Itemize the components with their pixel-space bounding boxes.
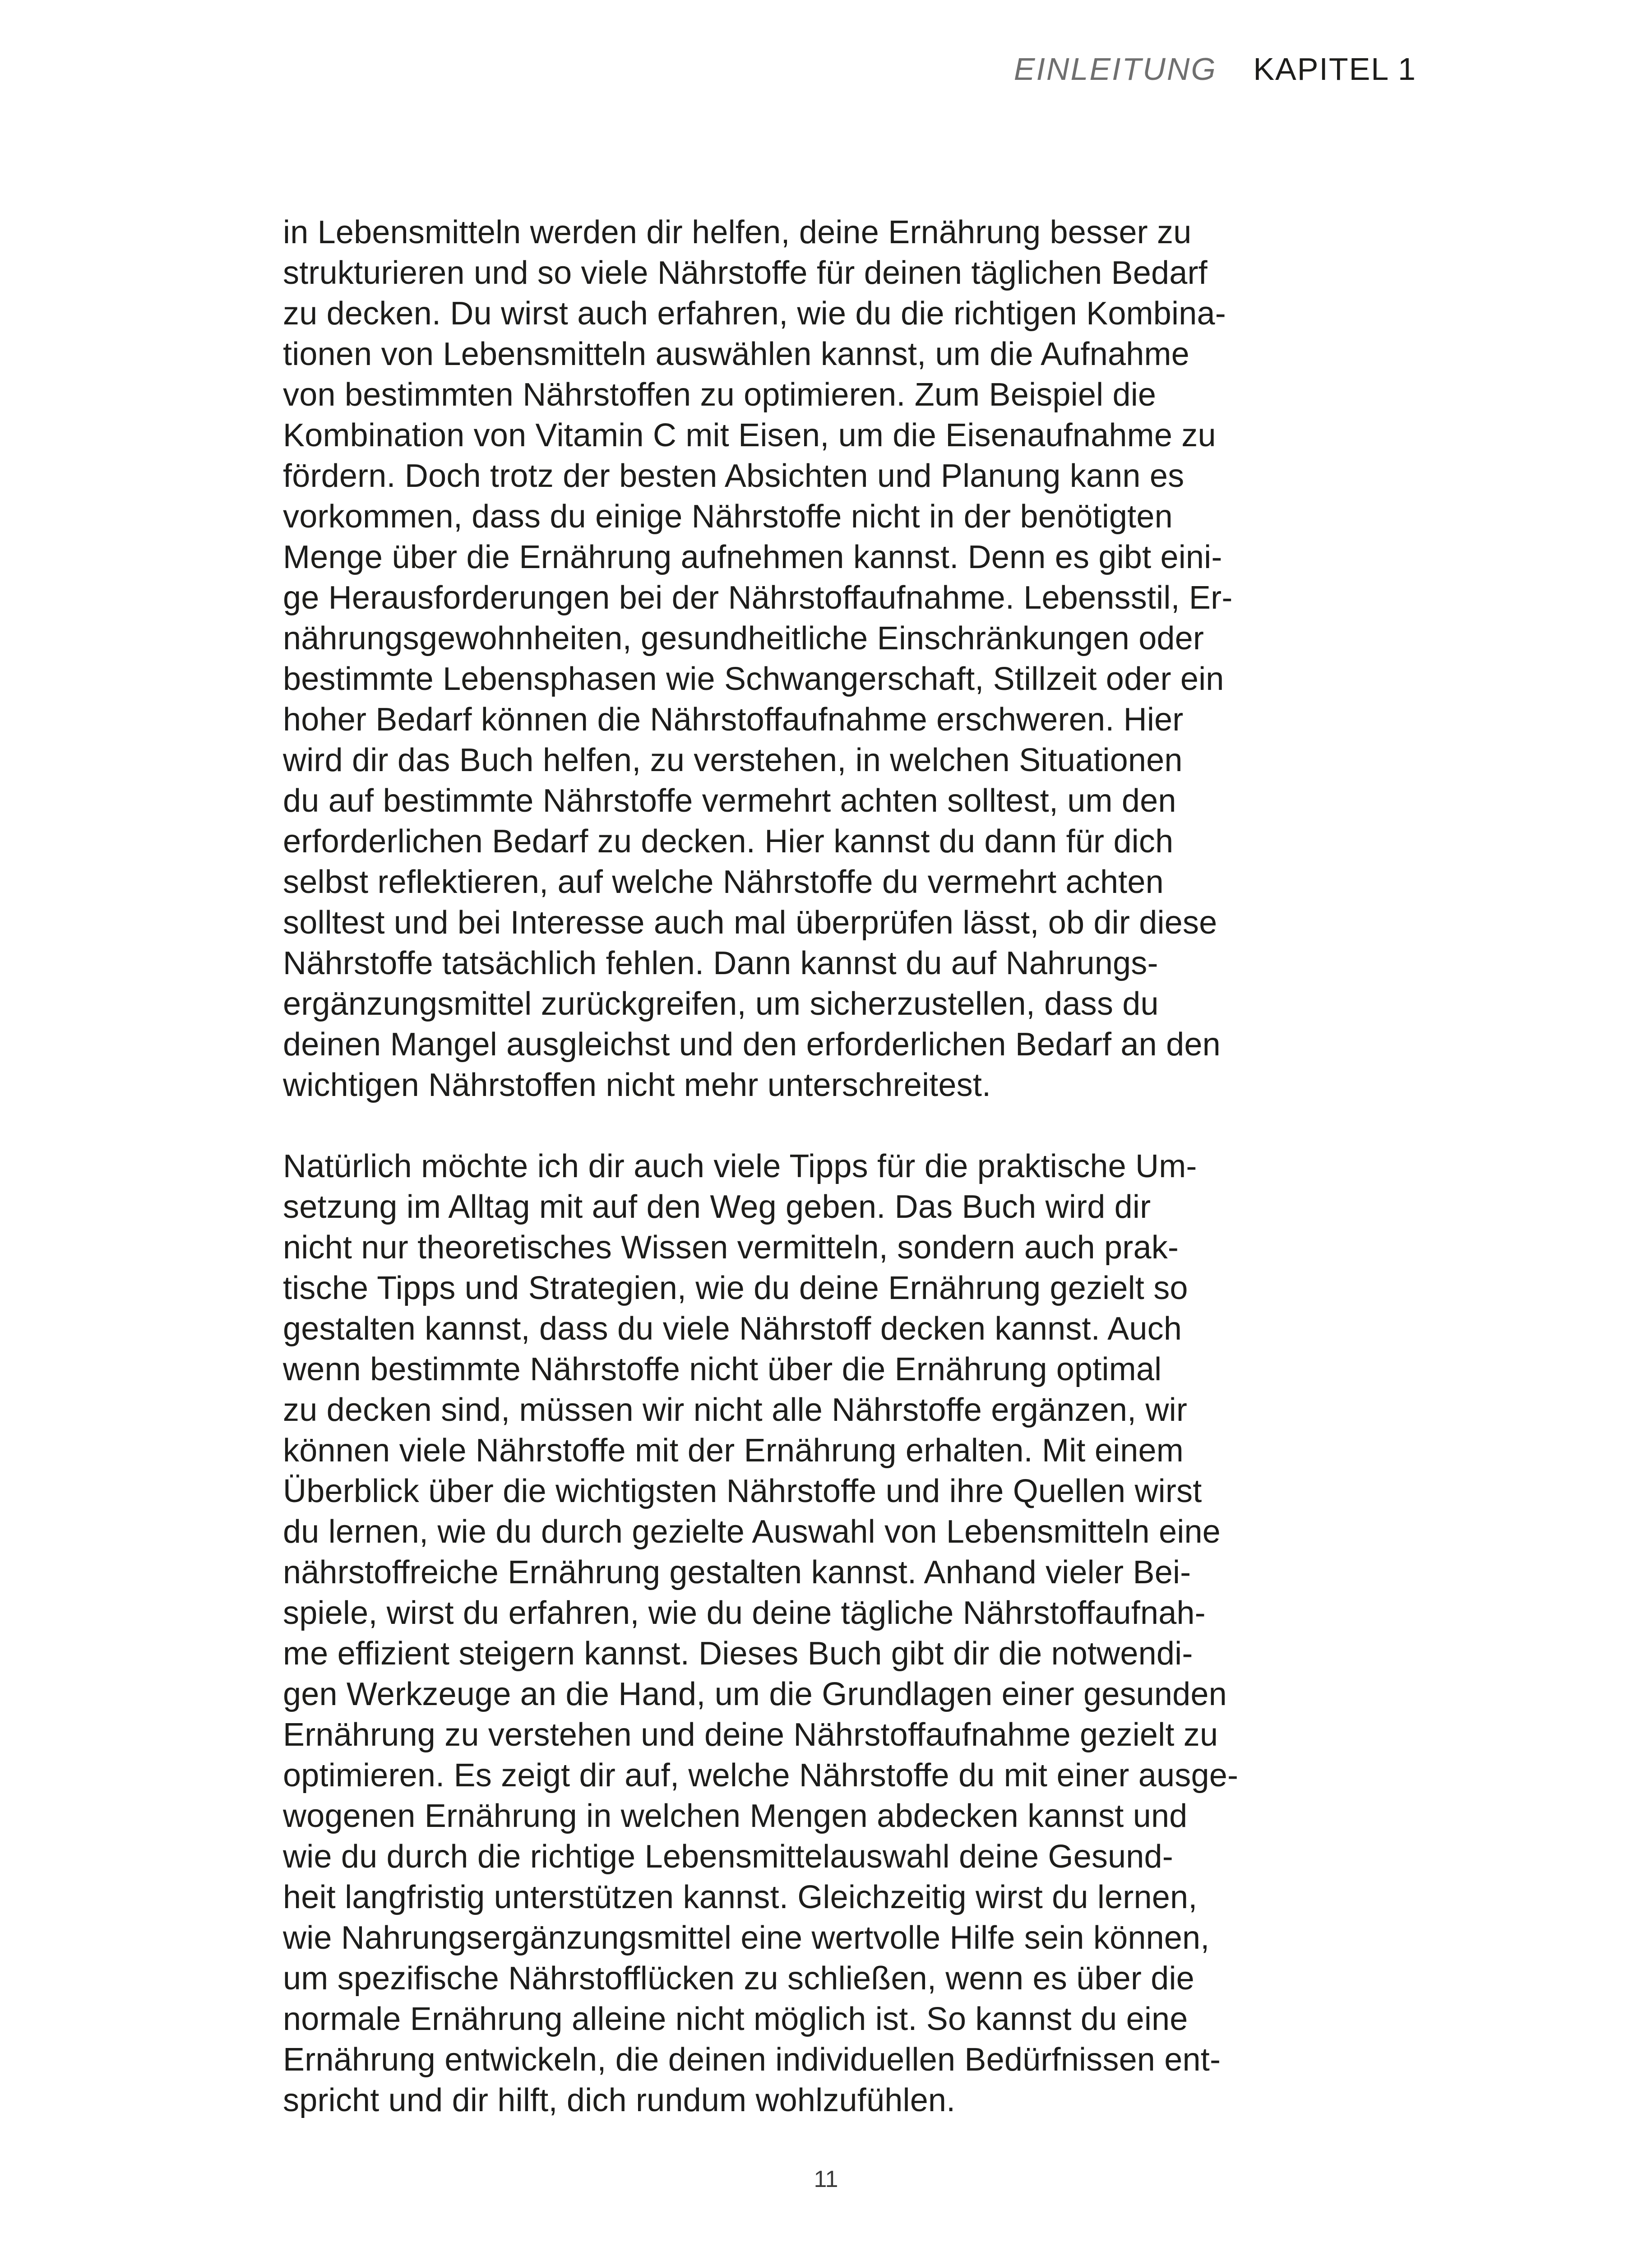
text-line: Überblick über die wichtigsten Nährstoffe und ihre Quellen wirst bbox=[283, 1473, 1202, 1509]
text-line: du lernen, wie du durch gezielte Auswahl von Lebensmitteln eine bbox=[283, 1514, 1221, 1550]
text-line: bestimmte Lebensphasen wie Schwangerschaft, Stillzeit oder ein bbox=[283, 661, 1224, 697]
text-line: wenn bestimmte Nährstoffe nicht über die Ernährung optimal bbox=[283, 1351, 1162, 1387]
text-line: Menge über die Ernährung aufnehmen kannst. Denn es gibt eini- bbox=[283, 539, 1222, 575]
text-line: spricht und dir hilft, dich rundum wohlzufühlen. bbox=[283, 2082, 956, 2118]
text-line: wie du durch die richtige Lebensmittelauswahl deine Gesund- bbox=[283, 1839, 1173, 1875]
paragraph-1 bbox=[283, 212, 1411, 1105]
text-line: tische Tipps und Strategien, wie du deine Ernährung gezielt so bbox=[283, 1270, 1188, 1306]
text-line: nicht nur theoretisches Wissen vermitteln, sondern auch prak- bbox=[283, 1230, 1179, 1266]
header-section-title: EINLEITUNG bbox=[1013, 51, 1217, 87]
text-line: heit langfristig unterstützen kannst. Gleichzeitig wirst du lernen, bbox=[283, 1879, 1198, 1915]
text-line: Ernährung entwickeln, die deinen individuellen Bedürfnissen ent- bbox=[283, 2042, 1221, 2078]
text-line: solltest und bei Interesse auch mal überprüfen lässt, ob dir diese bbox=[283, 905, 1217, 941]
text-line: Kombination von Vitamin C mit Eisen, um die Eisenaufnahme zu bbox=[283, 417, 1216, 453]
text-line: fördern. Doch trotz der besten Absichten und Planung kann es bbox=[283, 458, 1185, 494]
text-line: um spezifische Nährstofflücken zu schließen, wenn es über die bbox=[283, 1960, 1194, 1997]
paragraph-2 bbox=[283, 1146, 1411, 2121]
text-line: vorkommen, dass du einige Nährstoffe nicht in der benötigten bbox=[283, 499, 1173, 535]
text-line: normale Ernährung alleine nicht möglich ist. So kannst du eine bbox=[283, 2001, 1188, 2037]
text-line: nährstoffreiche Ernährung gestalten kannst. Anhand vieler Bei- bbox=[283, 1554, 1191, 1590]
text-line: hoher Bedarf können die Nährstoffaufnahme erschweren. Hier bbox=[283, 702, 1184, 738]
text-line: zu decken. Du wirst auch erfahren, wie du die richtigen Kombina- bbox=[283, 296, 1226, 332]
text-line: nährungsgewohnheiten, gesundheitliche Einschränkungen oder bbox=[283, 620, 1204, 656]
text-line: spiele, wirst du erfahren, wie du deine tägliche Nährstoffaufnah- bbox=[283, 1595, 1206, 1631]
text-line: zu decken sind, müssen wir nicht alle Nährstoffe ergänzen, wir bbox=[283, 1392, 1188, 1428]
text-line: wichtigen Nährstoffen nicht mehr unterschreitest. bbox=[283, 1067, 991, 1103]
running-header bbox=[1014, 53, 1416, 85]
text-line: deinen Mangel ausgleichst und den erforderlichen Bedarf an den bbox=[283, 1026, 1221, 1063]
text-line: optimieren. Es zeigt dir auf, welche Nährstoffe du mit einer ausge- bbox=[283, 1757, 1239, 1794]
text-line: setzung im Alltag mit auf den Weg geben. Das Buch wird dir bbox=[283, 1189, 1151, 1225]
header-chapter-title: KAPITEL 1 bbox=[1253, 51, 1416, 87]
text-line: Nährstoffe tatsächlich fehlen. Dann kannst du auf Nahrungs- bbox=[283, 945, 1158, 981]
page-number: 11 bbox=[814, 2166, 838, 2192]
text-line: von bestimmten Nährstoffen zu optimieren. Zum Beispiel die bbox=[283, 377, 1157, 413]
text-line: ergänzungsmittel zurückgreifen, um sicherzustellen, dass du bbox=[283, 986, 1159, 1022]
body-text bbox=[283, 212, 1411, 2121]
text-line: gen Werkzeuge an die Hand, um die Grundlagen einer gesunden bbox=[283, 1676, 1227, 1712]
text-line: ge Herausforderungen bei der Nährstoffaufnahme. Lebensstil, Er- bbox=[283, 580, 1233, 616]
text-line: Natürlich möchte ich dir auch viele Tipps für die praktische Um- bbox=[283, 1148, 1197, 1184]
text-line: Ernährung zu verstehen und deine Nährstoffaufnahme gezielt zu bbox=[283, 1717, 1218, 1753]
text-line: selbst reflektieren, auf welche Nährstoffe du vermehrt achten bbox=[283, 864, 1164, 900]
text-line: können viele Nährstoffe mit der Ernährung erhalten. Mit einem bbox=[283, 1433, 1184, 1469]
text-line: wogenen Ernährung in welchen Mengen abdecken kannst und bbox=[283, 1798, 1188, 1834]
text-line: wie Nahrungsergänzungsmittel eine wertvolle Hilfe sein können, bbox=[283, 1920, 1210, 1956]
text-line: strukturieren und so viele Nährstoffe für deinen täglichen Bedarf bbox=[283, 255, 1208, 291]
text-line: erforderlichen Bedarf zu decken. Hier kannst du dann für dich bbox=[283, 823, 1174, 860]
text-line: me effizient steigern kannst. Dieses Buch gibt dir die notwendi- bbox=[283, 1636, 1193, 1672]
text-line: gestalten kannst, dass du viele Nährstoff decken kannst. Auch bbox=[283, 1311, 1182, 1347]
text-line: tionen von Lebensmitteln auswählen kannst, um die Aufnahme bbox=[283, 336, 1189, 372]
text-line: in Lebensmitteln werden dir helfen, deine Ernährung besser zu bbox=[283, 214, 1192, 250]
text-line: du auf bestimmte Nährstoffe vermehrt achten solltest, um den bbox=[283, 783, 1176, 819]
text-line: wird dir das Buch helfen, zu verstehen, in welchen Situationen bbox=[283, 742, 1183, 778]
